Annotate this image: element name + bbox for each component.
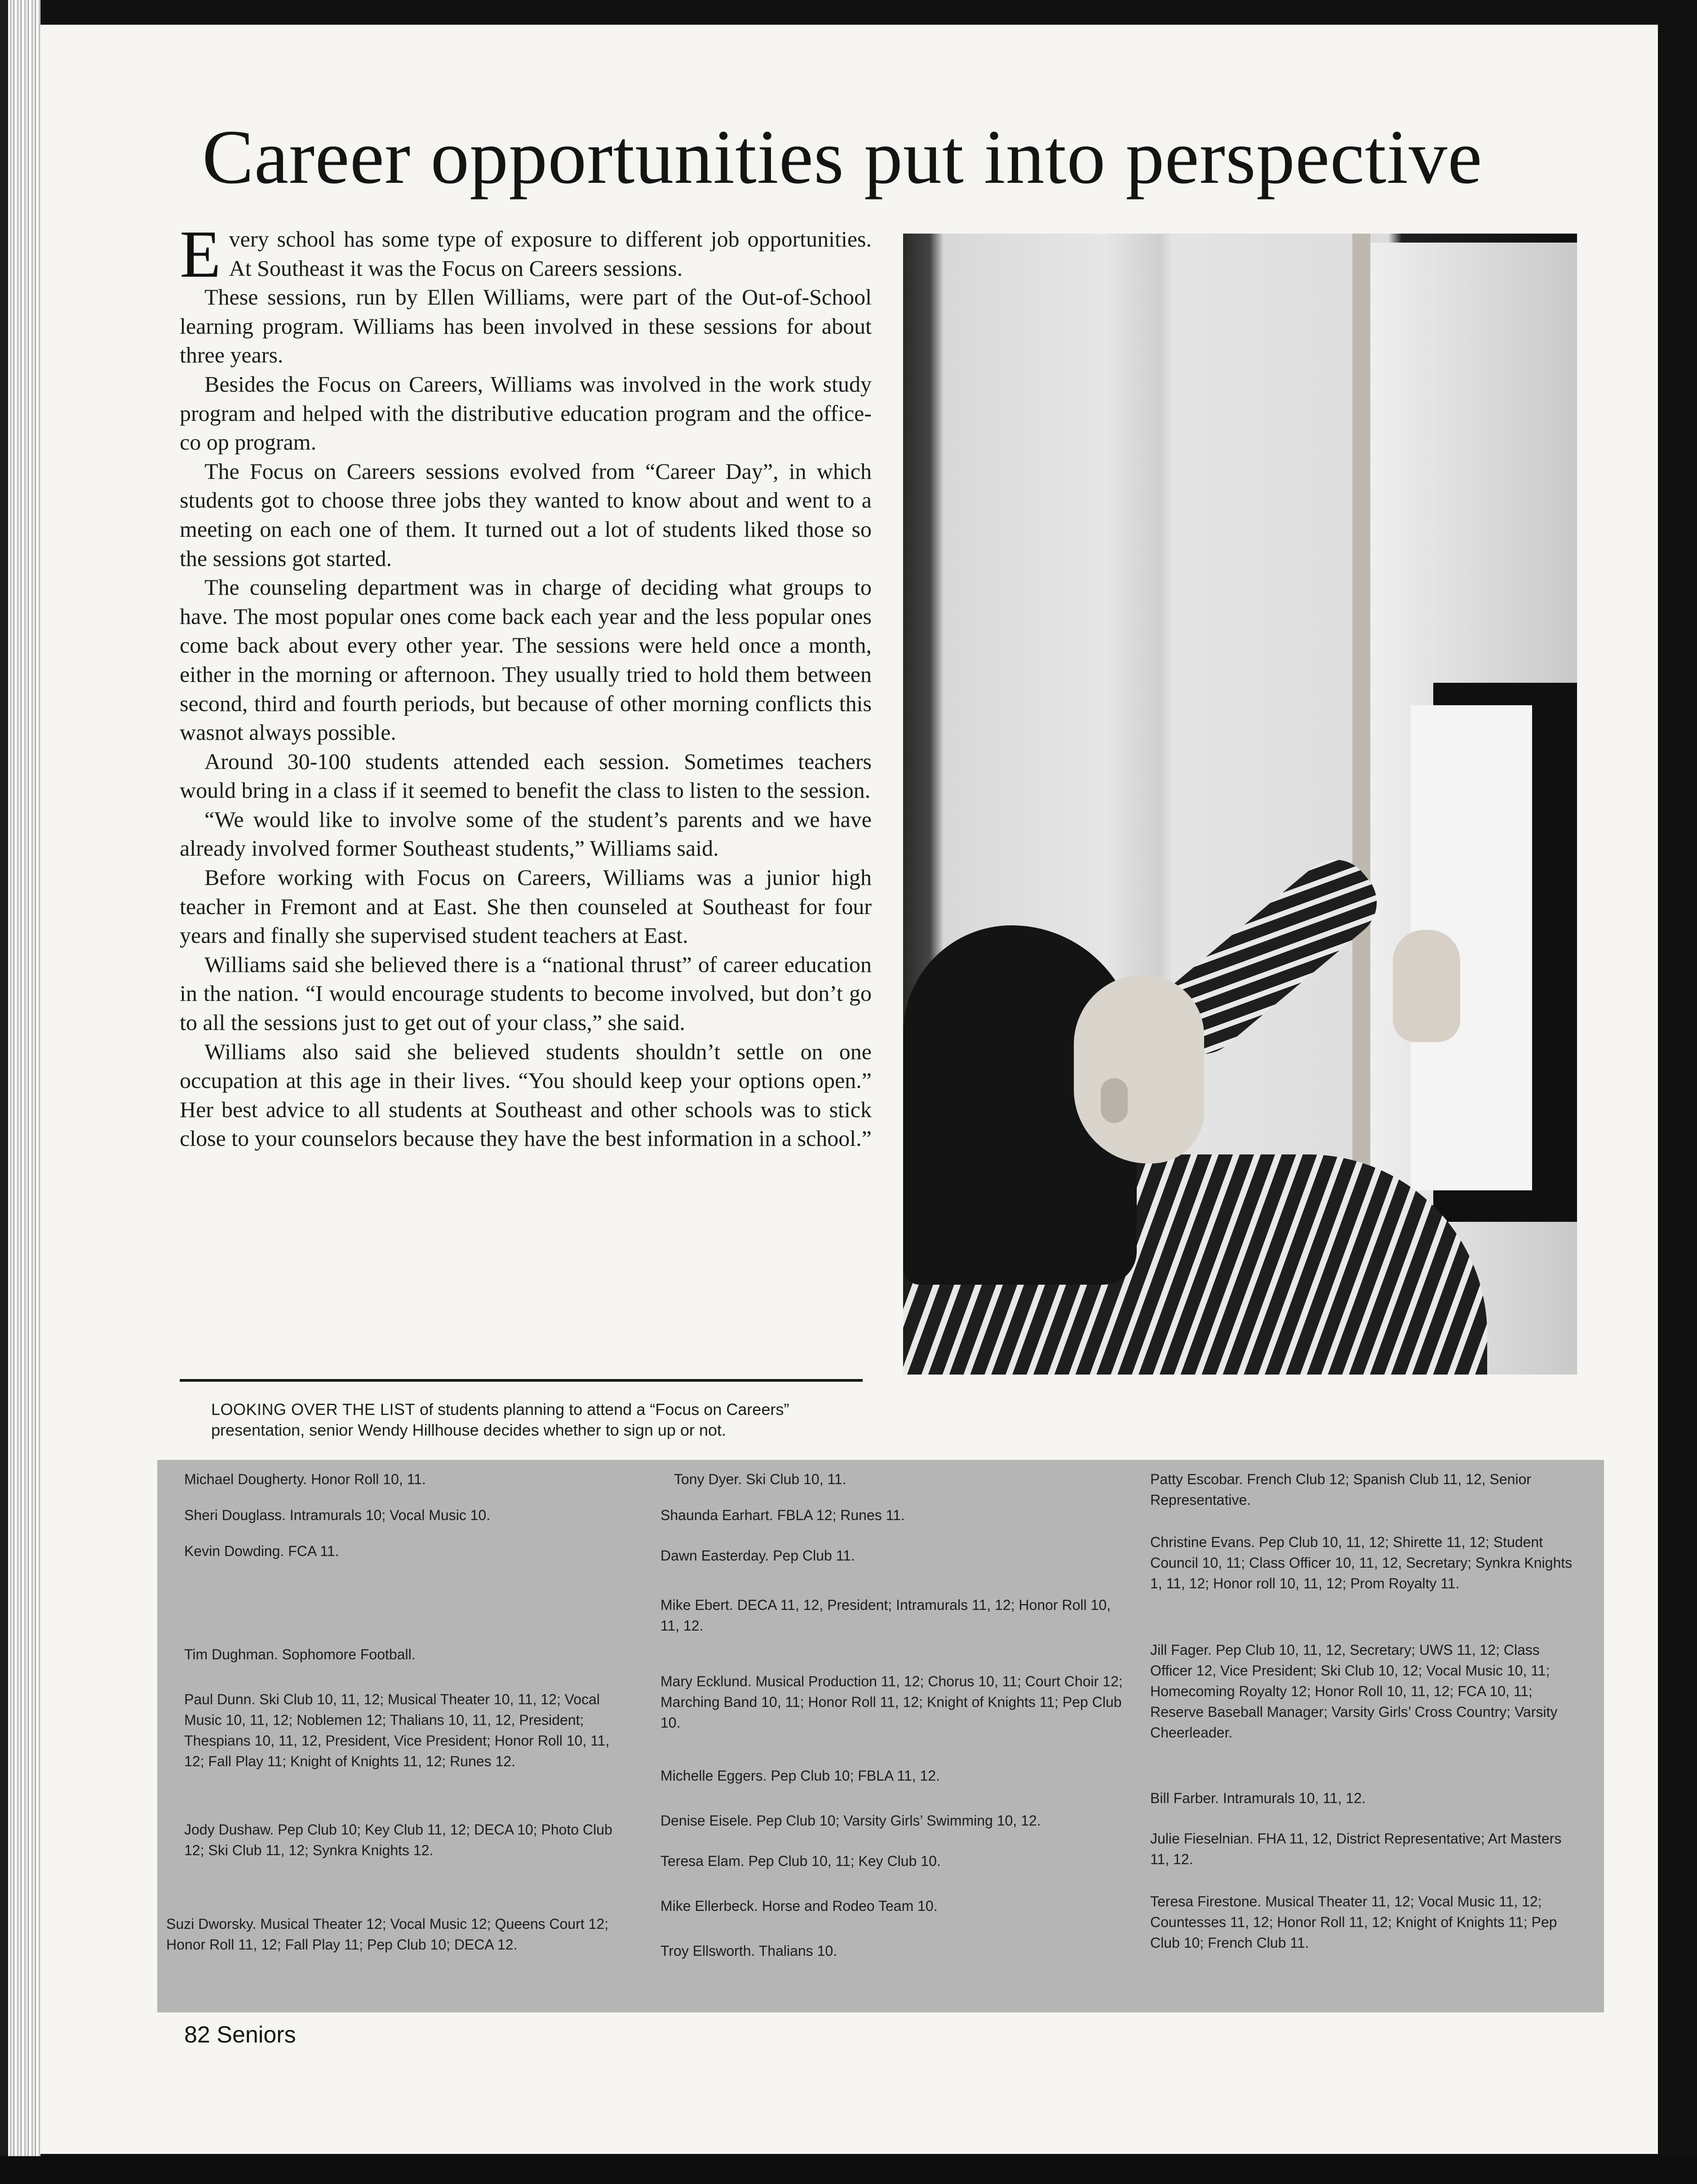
roster-entry: Dawn Easterday. Pep Club 11. [660, 1547, 855, 1564]
photo-face [1074, 975, 1204, 1163]
roster-entry: Sheri Douglass. Intramurals 10; Vocal Music 10. [184, 1507, 491, 1523]
article-paragraph-2: These sessions, run by Ellen Williams, were part of the Out-of-School learning program. Williams has been involved in these sessions for about three years. [180, 284, 872, 368]
roster-entry: Michael Dougherty. Honor Roll 10, 11. [184, 1471, 426, 1487]
page-folio: 82 Seniors [184, 2022, 296, 2048]
roster-entry: Troy Ellsworth. Thalians 10. [660, 1943, 837, 1959]
roster-entry: Mike Ebert. DECA 11, 12, President; Intramurals 11, 12; Honor Roll 10, 11, 12. [660, 1597, 1111, 1634]
roster-entry: Paul Dunn. Ski Club 10, 11, 12; Musical Theater 10, 11, 12; Vocal Music 10, 11, 12; Noblemen 12; Thalians 10, 11, 12, President; Thespians 10, 11, 12, President, Vice President; Honor Roll 10, 11, 12; Fall Play 11; Knight of Knights 11, 12; Runes 12. [184, 1691, 610, 1769]
roster-entry: Denise Eisele. Pep Club 10; Varsity Girls’ Swimming 10, 12. [660, 1813, 1041, 1829]
caption-lead: LOOKING OVER THE LIST [211, 1400, 415, 1419]
article-paragraph-4: The Focus on Careers sessions evolved from “Career Day”, in which students got to choose three jobs they wanted to know about and went to a meeting on each one of them. It turned out a lot of students liked those so the sessions got started. [180, 458, 872, 571]
roster-entry: Teresa Firestone. Musical Theater 11, 12; Vocal Music 11, 12; Countesses 11, 12; Honor Roll 11, 12; Knight of Knights 11; Pep Club 10; French Club 11. [1150, 1893, 1557, 1951]
page-headline: Career opportunities put into perspective [202, 115, 1483, 200]
roster-entry: Bill Farber. Intramurals 10, 11, 12. [1150, 1790, 1366, 1806]
photo-ear [1101, 1078, 1128, 1123]
roster-entry: Jody Dushaw. Pep Club 10; Key Club 11, 12; DECA 10; Photo Club 12; Ski Club 11, 12; Synkra Knights 12. [184, 1821, 612, 1858]
roster-entry: Michelle Eggers. Pep Club 10; FBLA 11, 12. [660, 1768, 940, 1784]
roster-entry: Kevin Dowding. FCA 11. [184, 1543, 339, 1559]
article-paragraph-1: Every school has some type of exposure to different job opportunities. At Southeast it was the Focus on Careers sessions. [180, 217, 872, 292]
roster-entry: Shaunda Earhart. FBLA 12; Runes 11. [660, 1507, 905, 1523]
roster-entry: Mike Ellerbeck. Horse and Rodeo Team 10. [660, 1898, 938, 1914]
roster-entry: Mary Ecklund. Musical Production 11, 12; Chorus 10, 11; Court Choir 12; Marching Band 10, 11; Honor Roll 11, 12; Knight of Knights 11; Pep Club 10. [660, 1673, 1123, 1731]
roster-entry: Tony Dyer. Ski Club 10, 11. [674, 1471, 846, 1487]
drop-cap: E [180, 217, 221, 292]
article-body [180, 217, 872, 1153]
photo-caption [211, 1399, 885, 1441]
roster-entry: Tim Dughman. Sophomore Football. [184, 1646, 416, 1662]
caption-text: of students planning to attend a “Focus on Careers” presentation, senior Wendy Hillhouse decides whether to sign up or not. [211, 1400, 789, 1439]
photo-hand [1393, 930, 1460, 1042]
scan-bottom-edge [0, 2156, 1697, 2184]
article-paragraph-8: Before working with Focus on Careers, Williams was a junior high teacher in Fremont and at East. She then counseled at Southeast for four years and finally she supervised student teachers at East. [180, 865, 872, 948]
article-paragraph-10: Williams also said she believed students shouldn’t settle on one occupation at this age in their lives. “You should keep your options open.” Her best advice to all students at Southeast and other schools was to stick close to your counselors because they have the best information in a school.” [180, 1039, 872, 1151]
article-paragraph-3: Besides the Focus on Careers, Williams was involved in the work study program and helped with the distributive education program and the office-co op program. [180, 371, 872, 455]
caption-divider [180, 1379, 863, 1382]
article-paragraph-9: Williams said she believed there is a “national thrust” of career education in the nation. “I would encourage students to become involved, but don’t go to all the sessions just to get out of your class,” she said. [180, 951, 872, 1035]
roster-entry: Patty Escobar. French Club 12; Spanish Club 11, 12, Senior Representative. [1150, 1471, 1531, 1508]
article-paragraph-6: Around 30-100 students attended each session. Sometimes teachers would bring in a class if it seemed to benefit the class to listen to the session. [180, 748, 872, 803]
roster-entry: Teresa Elam. Pep Club 10, 11; Key Club 10. [660, 1853, 941, 1869]
student-photo [903, 234, 1577, 1375]
roster-entry: Christine Evans. Pep Club 10, 11, 12; Shirette 11, 12; Student Council 10, 11; Class Officer 10, 11, 12, Secretary; Synkra Knights 1, 11, 12; Honor roll 10, 11, 12; Prom Royalty 11. [1150, 1534, 1573, 1592]
senior-roster-panel [157, 1460, 1604, 2012]
roster-entry: Julie Fieselnian. FHA 11, 12, District Representative; Art Masters 11, 12. [1150, 1830, 1562, 1867]
article-paragraph-5: The counseling department was in charge of deciding what groups to have. The most popular ones come back each year and the less popular ones come back about every other year. The sessions were held once a month, either in the morning or afternoon. They usually tried to hold them between second, third and fourth periods, but because of other morning conflicts this wasnot always possible. [180, 575, 872, 745]
roster-entry: Suzi Dworsky. Musical Theater 12; Vocal Music 12; Queens Court 12; Honor Roll 11, 12; Fall Play 11; Pep Club 10; DECA 12. [166, 1916, 609, 1953]
article-paragraph-7: “We would like to involve some of the student’s parents and we have already involved former Southeast students,” Williams said. [180, 806, 872, 861]
roster-entry: Jill Fager. Pep Club 10, 11, 12, Secretary; UWS 11, 12; Class Officer 12, Vice President; Ski Club 10, 12; Vocal Music 10, 11; Homecoming Royalty 12; Honor Roll 10, 11, 12; FCA 10, 11; Reserve Baseball Manager; Varsity Girls’ Cross Country; Varsity Cheerleader. [1150, 1642, 1558, 1741]
binding-shadow [0, 0, 8, 2184]
